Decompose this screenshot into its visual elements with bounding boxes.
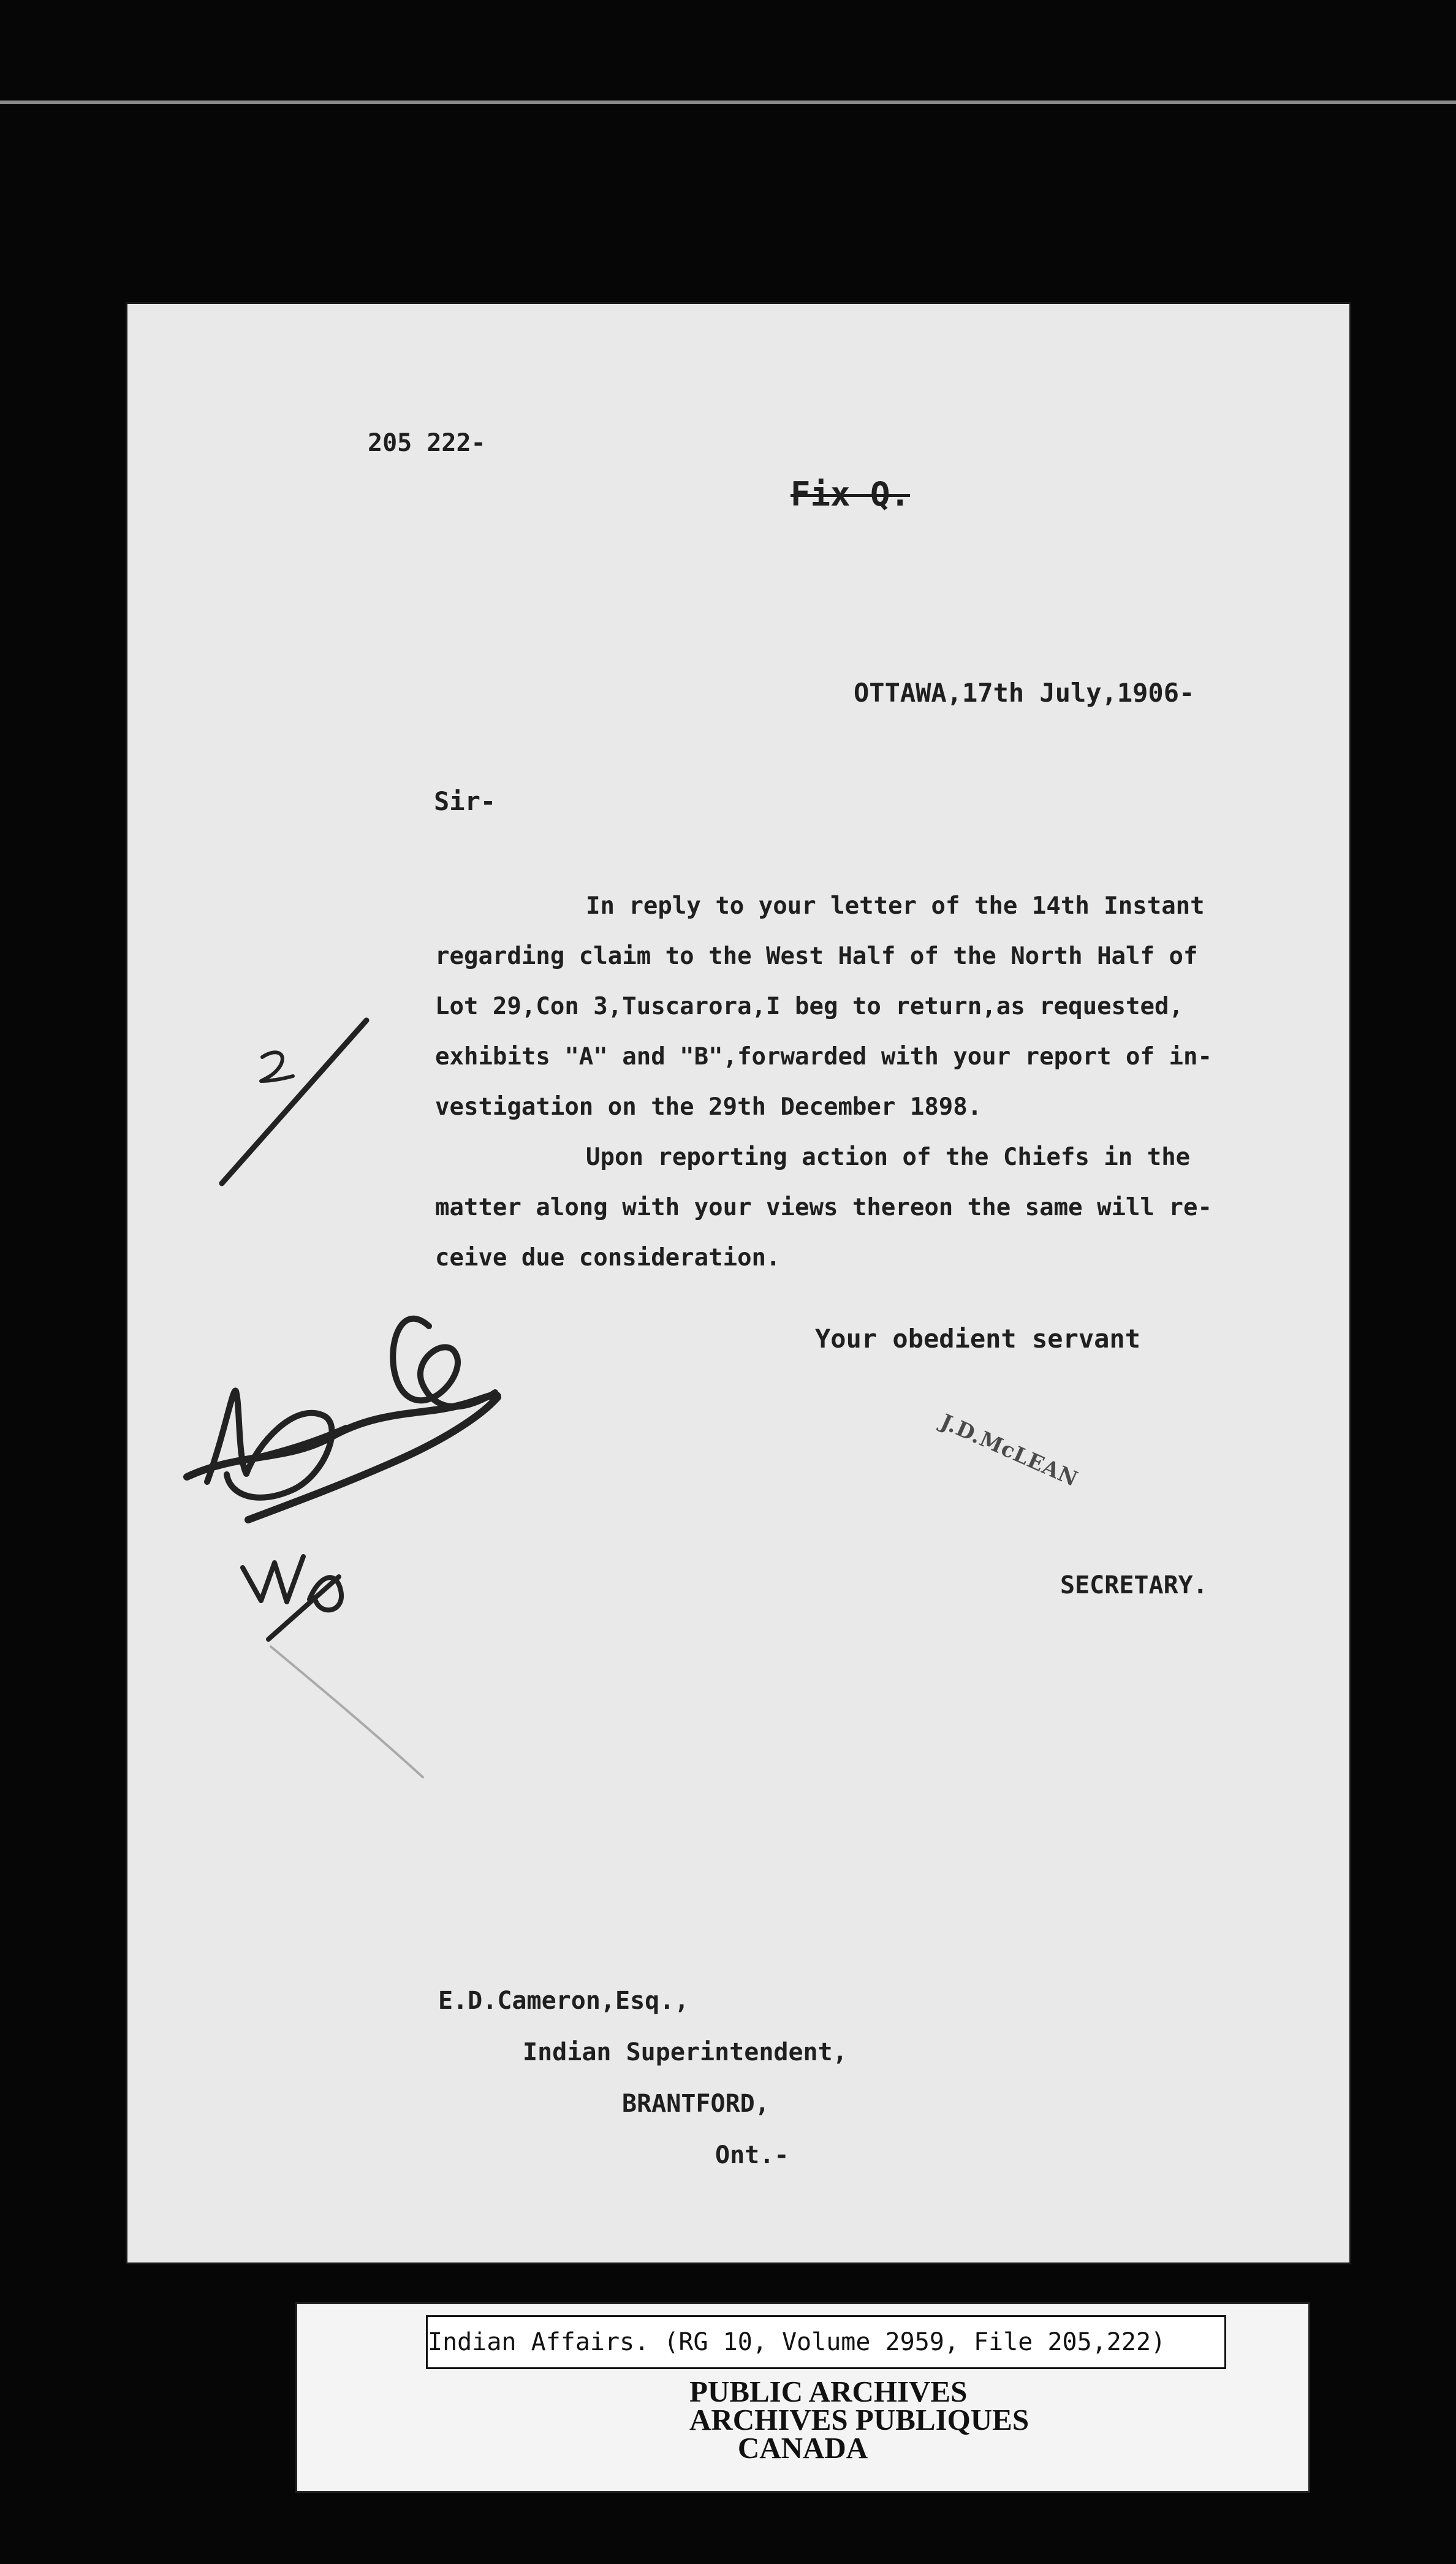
archive-name-block bbox=[689, 2375, 1029, 2476]
letter-body bbox=[435, 881, 1256, 1283]
body-line-8: ceive due consideration. bbox=[435, 1244, 781, 1272]
body-line-5: vestigation on the 29th December 1898. bbox=[435, 1093, 982, 1121]
closing-text: Your obedient servant bbox=[815, 1324, 1141, 1354]
body-line-2: regarding claim to the West Half of the North Half of bbox=[435, 943, 1198, 970]
archive-line-2: ARCHIVES PUBLIQUES bbox=[689, 2403, 1029, 2437]
body-line-1: In reply to your letter of the 14th Instant bbox=[586, 892, 1205, 920]
body-line-6: Upon reporting action of the Chiefs in the bbox=[586, 1144, 1191, 1171]
body-line-3: Lot 29,Con 3,Tuscarora,I beg to return,as requested, bbox=[435, 993, 1183, 1020]
archive-line-1: PUBLIC ARCHIVES bbox=[689, 2375, 968, 2408]
salutation: Sir- bbox=[434, 786, 496, 816]
archive-line-3: CANADA bbox=[737, 2431, 868, 2465]
body-line-7: matter along with your views thereon the same will re- bbox=[435, 1194, 1212, 1221]
reference-number: 205 222- bbox=[368, 429, 486, 457]
address-line-1: E.D.Cameron,Esq., bbox=[438, 1987, 689, 2015]
address-line-2: Indian Superintendent, bbox=[523, 2038, 847, 2066]
body-line-4: exhibits "A" and "B",forwarded with your report of in- bbox=[435, 1043, 1212, 1071]
signature-stamp: J.D.McLEAN bbox=[936, 1409, 1082, 1492]
recipient-address bbox=[438, 1975, 847, 2181]
dateline: OTTAWA,17th July,1906- bbox=[854, 678, 1195, 708]
archive-file-reference: Indian Affairs. (RG 10, Volume 2959, File 205,222) bbox=[426, 2315, 1226, 2369]
top-scan-line bbox=[0, 101, 1456, 104]
address-line-4: Ont.- bbox=[715, 2141, 789, 2169]
archive-reference-label bbox=[297, 2304, 1308, 2491]
secretary-title: SECRETARY. bbox=[1060, 1571, 1208, 1599]
address-line-3: BRANTFORD, bbox=[622, 2090, 770, 2118]
letter-paper bbox=[127, 304, 1349, 2262]
title-mark: Fix Q. bbox=[791, 475, 911, 514]
